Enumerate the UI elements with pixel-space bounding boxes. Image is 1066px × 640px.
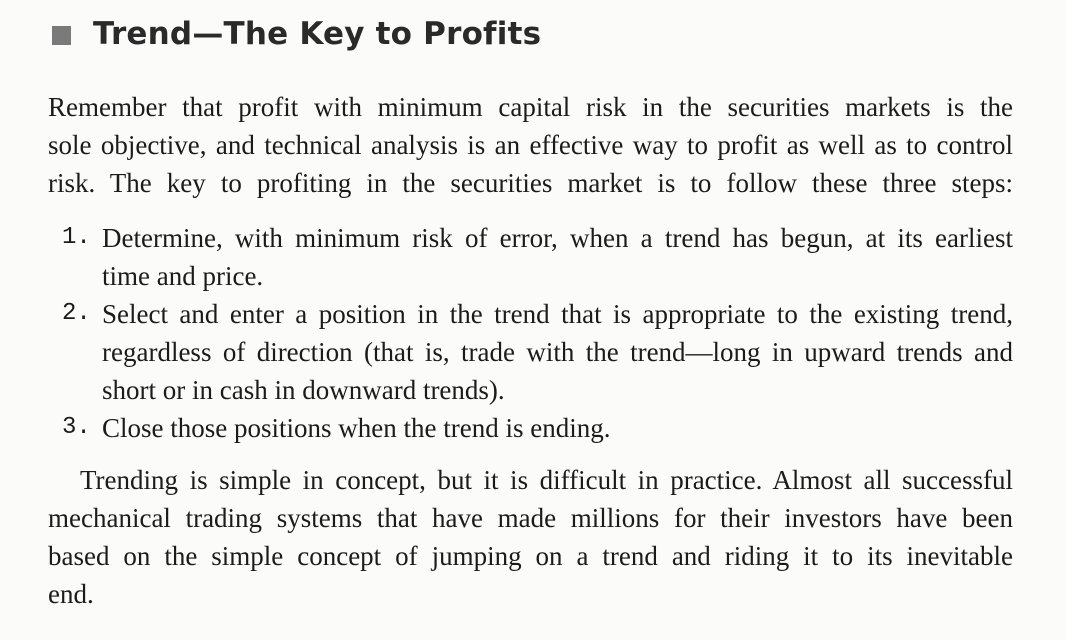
step-line: short or in cash in downward trends). xyxy=(102,375,505,405)
step-number: 1. xyxy=(62,224,91,251)
paragraph-line: end. xyxy=(48,579,94,609)
step-line: Select and enter a position in the trend that is appropriate to the existing trend, xyxy=(102,299,1013,329)
paragraph-line: sole objective, and technical analysis is an effective way to profit as well as to control xyxy=(48,130,1013,160)
step-line: Determine, with minimum risk of error, when a trend has begun, at its earliest xyxy=(102,223,1013,253)
step-number: 3. xyxy=(62,414,91,441)
step-item xyxy=(48,409,1013,447)
paragraph-line: based on the simple concept of jumping on a trend and riding it to its inevitable xyxy=(48,541,1013,571)
step-item xyxy=(48,295,1013,409)
section-heading xyxy=(52,16,541,52)
step-item xyxy=(48,219,1013,295)
section-title: Trend—The Key to Profits xyxy=(93,16,542,52)
closing-paragraph xyxy=(48,461,1013,613)
step-line: regardless of direction (that is, trade with the trend—long in upward trends and xyxy=(102,337,1013,367)
step-line: time and price. xyxy=(102,261,264,291)
paragraph-line: Trending is simple in concept, but it is difficult in practice. Almost all successful xyxy=(80,465,1013,495)
paragraph-line: risk. The key to profiting in the securities market is to follow these three steps: xyxy=(48,168,1013,198)
paragraph-line: mechanical trading systems that have made millions for their investors have been xyxy=(48,503,1013,533)
intro-paragraph xyxy=(48,88,1013,202)
paragraph-line: Remember that profit with minimum capital risk in the securities markets is the xyxy=(48,92,1013,122)
step-line: Close those positions when the trend is ending. xyxy=(102,413,611,443)
heading-bullet-square xyxy=(52,26,71,45)
step-number: 2. xyxy=(62,300,91,327)
steps-list xyxy=(48,219,1013,447)
